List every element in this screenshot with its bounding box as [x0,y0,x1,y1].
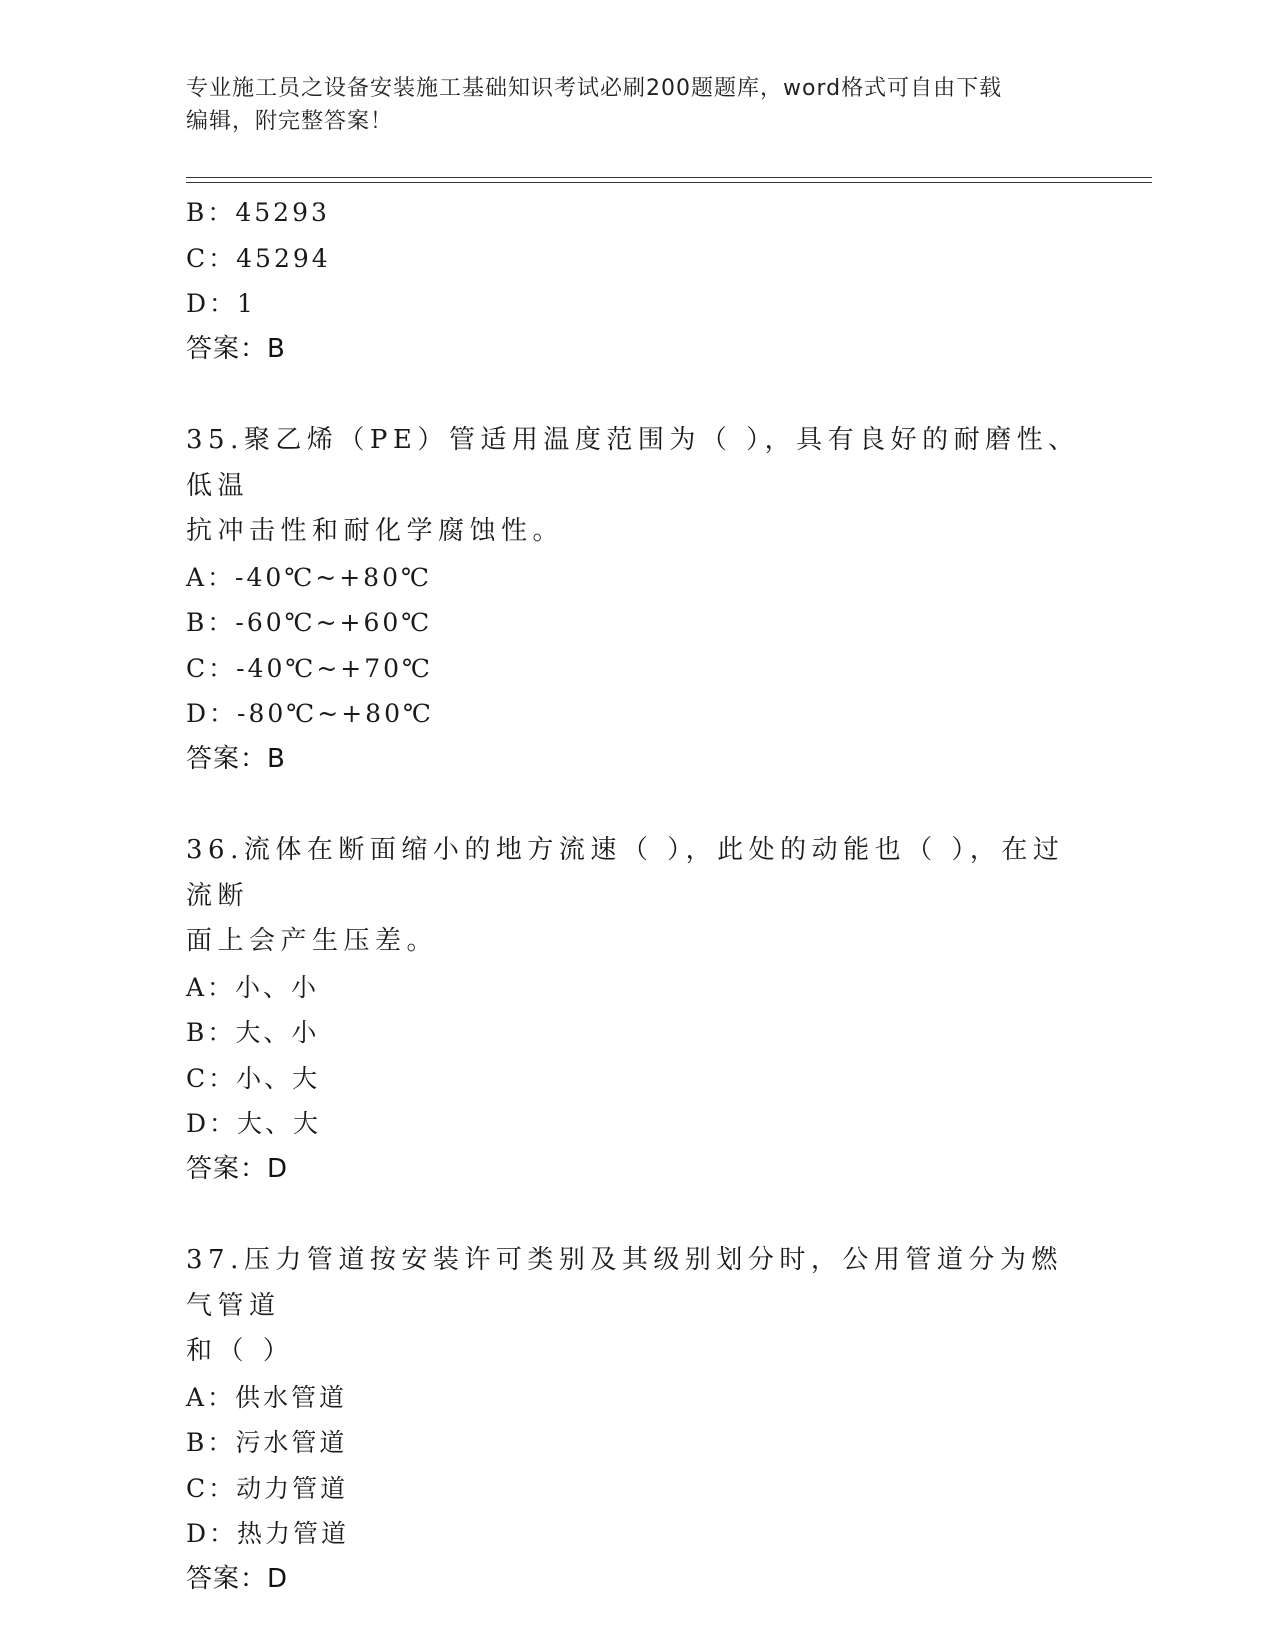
option-b: B：-60℃~+60℃ [186,608,433,637]
question-text-line-1: 35.聚乙烯（PE）管适用温度范围为（ ），具有良好的耐磨性、低温 [186,425,1080,501]
option-d: D：-80℃~+80℃ [186,699,434,728]
question-text-line-2: 抗冲击性和耐化学腐蚀性。 [186,516,565,546]
option-c: C：45294 [186,243,331,273]
option-d: D：热力管道 [186,1519,350,1548]
option-b: B：污水管道 [186,1428,348,1457]
option-c: C：小、大 [186,1063,321,1093]
header-line-1: 专业施工员之设备安装施工基础知识考试必刷200题题库，word格式可自由下载 [186,76,1003,101]
option-d: D：1 [186,289,256,318]
question-text-line-2: 和（ ） [186,1336,295,1366]
option-a: A：供水管道 [186,1382,348,1412]
header-divider-top [186,177,1152,178]
answer-line: 答案：B [186,743,286,774]
option-a: A：小、小 [186,972,320,1002]
answer-line: 答案：D [186,1153,289,1184]
option-b: B：大、小 [186,1018,320,1047]
option-a: A：-40℃~+80℃ [186,562,432,592]
question-36 [186,828,1086,1192]
option-c: C：-40℃~+70℃ [186,653,434,683]
option-d: D：大、大 [186,1109,322,1138]
header-divider-bottom [186,182,1152,183]
question-35 [186,418,1086,782]
previous-question-tail [186,190,1086,372]
option-c: C：动力管道 [186,1473,349,1503]
option-b: B：45293 [186,198,330,227]
question-text-line-1: 36.流体在断面缩小的地方流速（ ），此处的动能也（ ），在过流断 [186,835,1065,911]
spacer [186,1192,1086,1238]
answer-line: 答案：B [186,333,286,364]
header-line-2: 编辑，附完整答案！ [186,109,394,134]
question-text-line-1: 37.压力管道按安装许可类别及其级别划分时，公用管道分为燃气管道 [186,1245,1063,1321]
answer-line: 答案：D [186,1563,289,1594]
question-list [186,190,1086,1602]
question-37 [186,1238,1086,1602]
spacer [186,782,1086,828]
document-header [186,72,1086,138]
question-text-line-2: 面上会产生压差。 [186,926,439,956]
spacer [186,372,1086,418]
